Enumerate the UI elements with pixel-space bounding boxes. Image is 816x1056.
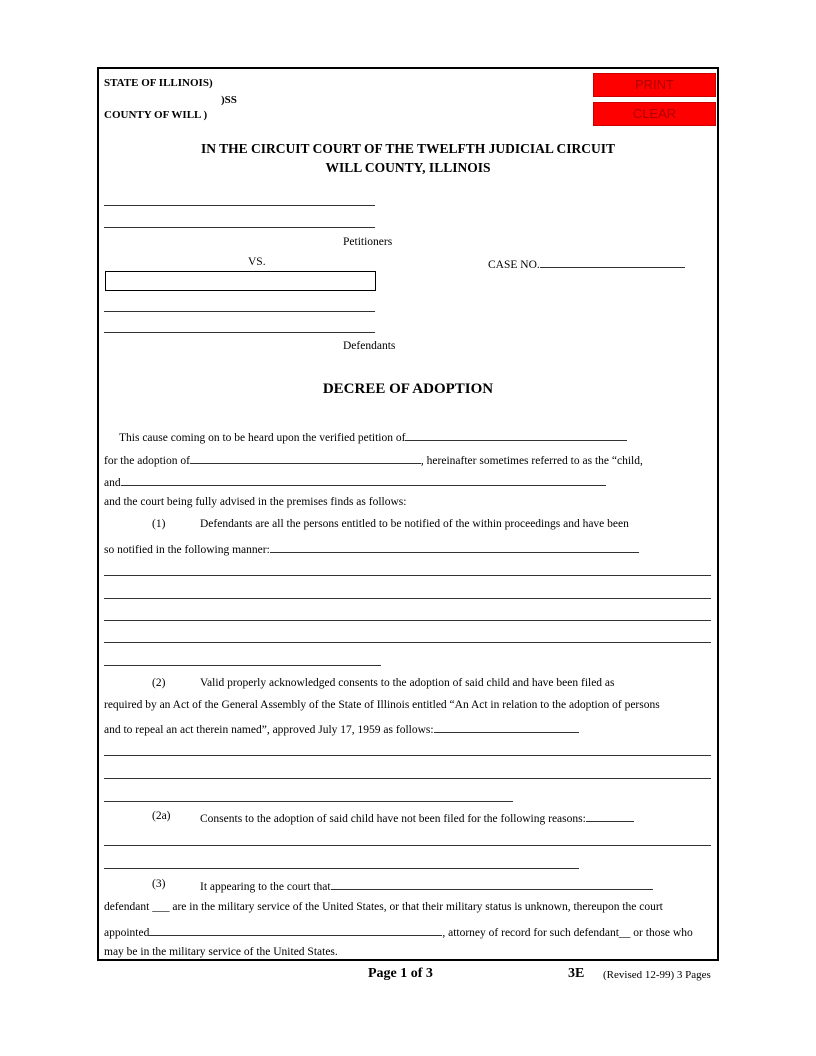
section-3-line-4: may be in the military service of the United States. [104, 946, 338, 958]
case-no-label: CASE NO. [488, 256, 685, 271]
and-line: and [104, 474, 606, 489]
form-number: 3E [568, 966, 585, 981]
vs-label: VS. [248, 256, 266, 268]
consents-line-2[interactable] [104, 778, 711, 779]
section-1-number: (1) [152, 518, 166, 530]
reasons-field[interactable] [586, 810, 634, 822]
page-number: Page 1 of 3 [368, 966, 433, 981]
ss-label: )SS [221, 94, 237, 106]
intro-line: This cause coming on to be heard upon the verified petition of [119, 429, 627, 444]
decree-title: DECREE OF ADOPTION [322, 381, 494, 397]
clear-button[interactable]: CLEAR [593, 102, 716, 126]
section-2-line-3: and to repeal an act therein named”, approved July 17, 1959 as follows: [104, 721, 579, 736]
court-county: WILL COUNTY, ILLINOIS [325, 160, 491, 175]
section-2-number: (2) [152, 677, 166, 689]
section-3-line-2: defendant ___ are in the military service of the United States, or that their military status is unknown, thereupon the court [104, 901, 663, 913]
section-3-number: (3) [152, 878, 166, 890]
notified-manner-field[interactable] [270, 541, 639, 553]
county-label: COUNTY OF WILL ) [104, 109, 208, 121]
petitioner-line-1[interactable] [104, 205, 375, 206]
section-2-line-2: required by an Act of the General Assembly of the State of Illinois entitled “An Act in relation to the adoption of persons [104, 699, 660, 711]
section-1-text: Defendants are all the persons entitled to be notified of the within proceedings and have been [200, 518, 629, 530]
petitioner-line-2[interactable] [104, 227, 375, 228]
notify-line-1[interactable] [104, 575, 711, 576]
adoption-line: for the adoption of , hereinafter sometimes referred to as the “child, [104, 452, 643, 467]
petitioners-label: Petitioners [343, 236, 393, 248]
case-no-field[interactable] [540, 256, 685, 268]
consents-field[interactable] [434, 721, 579, 733]
reasons-line-1[interactable] [104, 845, 711, 846]
form-frame [97, 67, 719, 961]
defendants-label: Defendants [343, 340, 396, 352]
notify-line-4[interactable] [104, 642, 711, 643]
consents-line-3[interactable] [104, 801, 513, 802]
section-3-line-3: appointed , attorney of record for such defendant__ or those who [104, 924, 693, 939]
section-3-text: It appearing to the court that [200, 878, 653, 893]
appearing-field[interactable] [331, 878, 653, 890]
attorney-field[interactable] [149, 924, 442, 936]
defendant-line-2[interactable] [104, 332, 375, 333]
defendant-line-1[interactable] [104, 311, 375, 312]
consents-line-1[interactable] [104, 755, 711, 756]
notify-line-5[interactable] [104, 665, 381, 666]
petitioner-name-field[interactable] [405, 429, 627, 441]
section-2a-number: (2a) [152, 810, 171, 822]
advised-line: and the court being fully advised in the premises finds as follows: [104, 496, 407, 508]
notify-line-2[interactable] [104, 598, 711, 599]
and-field[interactable] [121, 474, 606, 486]
notify-line-3[interactable] [104, 620, 711, 621]
section-2-text: Valid properly acknowledged consents to the adoption of said child and have been filed as [200, 677, 615, 689]
section-2a-text: Consents to the adoption of said child have not been filed for the following reasons: [200, 810, 634, 825]
notified-line: so notified in the following manner: [104, 541, 639, 556]
child-name-field[interactable] [190, 452, 421, 464]
defendant-input[interactable] [105, 271, 376, 291]
revision-label: (Revised 12-99) 3 Pages [603, 969, 711, 981]
state-label: STATE OF ILLINOIS) [104, 77, 213, 89]
court-name: IN THE CIRCUIT COURT OF THE TWELFTH JUDICIAL CIRCUIT [200, 141, 616, 156]
print-button[interactable]: PRINT [593, 73, 716, 97]
reasons-line-2[interactable] [104, 868, 579, 869]
